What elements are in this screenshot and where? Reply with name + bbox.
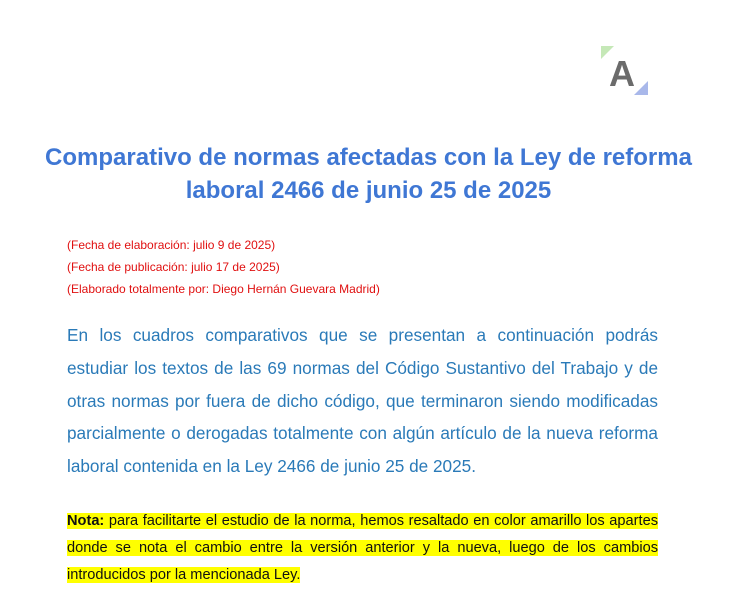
logo-mark-icon xyxy=(601,46,649,96)
document-title: Comparativo de normas afectadas con la Ley de reforma laboral 2466 de junio 25 de 2025 xyxy=(45,144,692,204)
elaboration-date: (Fecha de elaboración: julio 9 de 2025) xyxy=(67,238,276,252)
note-text: para facilitarte el estudio de la norma, hemos resaltado en color amarillo los apartes donde se nota el cambio entre la versión anterior y la nueva, luego de los cambios introducidos por la mencionada Ley. xyxy=(67,513,658,584)
logo-blue-triangle xyxy=(634,81,648,95)
brand-logo xyxy=(601,46,649,96)
document-metadata xyxy=(67,234,667,300)
publication-date: (Fecha de publicación: julio 17 de 2025) xyxy=(67,260,280,274)
note-label: Nota: xyxy=(67,513,105,529)
author-credit: (Elaborado totalmente por: Diego Hernán Guevara Madrid) xyxy=(67,282,380,296)
intro-paragraph: En los cuadros comparativos que se presentan a continuación podrás estudiar los textos de las 69 normas del Código Sustantivo del Trabajo y de otras normas por fuera de dicho código, que terminaron siendo modificadas parcialmente o derogadas totalmente con algún artículo de la nueva reforma laboral contenida en la Ley 2466 de junio 25 de 2025. xyxy=(67,325,658,477)
logo-letter: A xyxy=(609,53,635,94)
note-paragraph xyxy=(67,508,658,590)
